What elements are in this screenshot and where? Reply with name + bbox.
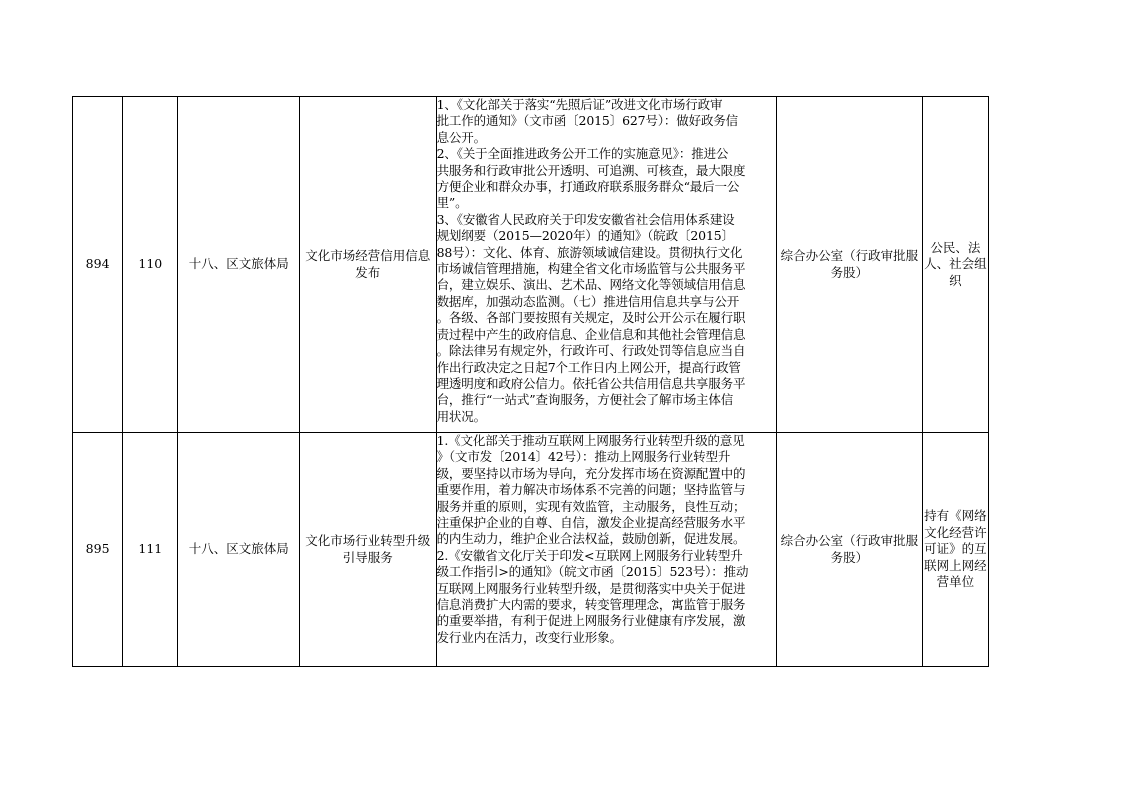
service-item-cell: 文化市场行业转型升级引导服务	[299, 433, 436, 667]
basis-line: 88号）：文化、体育、旅游领域诚信建设。贯彻执行文化	[436, 244, 743, 260]
basis-line: 规划纲要（2015—2020年）的通知》（皖政〔2015〕	[436, 228, 734, 244]
basis-line: 台，建立娱乐、演出、艺术品、网络文化等领域信用信息	[436, 277, 746, 293]
basis-line: 2、《关于全面推进政务公开工作的实施意见》：推进公	[436, 146, 729, 162]
basis-line: 的重要举措，有利于促进上网服务行业健康有序发展，激	[436, 613, 746, 629]
basis-line: 发行业内在活力，改变行业形象。	[436, 629, 622, 645]
basis-line: 台，推行“一站式”查询服务，方便社会了解市场主体信	[436, 392, 734, 408]
basis-line: 重要作用，着力解决市场体系不完善的问题；坚持监管与	[436, 482, 746, 498]
basis-line: 共服务和行政审批公开透明、可追溯、可核查，最大限度	[436, 162, 746, 178]
department-cell: 十八、区文旅体局	[178, 97, 300, 433]
basis-line: 信息消费扩大内需的要求，转变管理理念，寓监管于服务	[436, 597, 746, 613]
basis-line: 。除法律另有规定外，行政许可、行政处罚等信息应当自	[436, 343, 746, 359]
basis-line: 息公开。	[436, 129, 486, 145]
basis-line: 批工作的通知》（文市函〔2015〕627号）：做好政务信	[436, 113, 739, 129]
basis-line: 1.《文化部关于推动互联网上网服务行业转型升级的意见	[436, 433, 745, 448]
basis-line: 服务并重的原则，实现有效监管，主动服务，良性互动；	[436, 498, 746, 514]
table-row	[73, 433, 989, 667]
basis-line: 方便企业和群众办事，打通政府联系服务群众“最后一公	[436, 179, 740, 195]
legal-basis-cell	[436, 433, 776, 667]
basis-line: 级工作指引>的通知》（皖文市函〔2015〕523号）：推动	[436, 564, 749, 580]
basis-line: 作出行政决定之日起7个工作日内上网公开，提高行政管	[436, 359, 741, 375]
basis-line: 市场诚信管理措施，构建全省文化市场监管与公共服务平	[436, 261, 746, 277]
responsible-office-cell: 综合办公室（行政审批服务股）	[777, 433, 923, 667]
seq-cell: 895	[73, 433, 123, 667]
basis-line: 2.《安徽省文化厅关于印发<互联网上网服务行业转型升	[436, 547, 743, 563]
basis-line: 注重保护企业的自尊、自信，激发企业提高经营服务水平	[436, 515, 746, 531]
service-target-cell: 公民、法人、社会组织	[922, 97, 988, 433]
basis-line: 里”。	[436, 195, 468, 211]
responsible-office-cell: 综合办公室（行政审批服务股）	[777, 97, 923, 433]
basis-line: 数据库，加强动态监测。（七）推进信用信息共享与公开	[436, 293, 740, 309]
basis-line: 3、《安徽省人民政府关于印发安徽省社会信用体系建设	[436, 211, 735, 227]
basis-line: 互联网上网服务行业转型升级，是贯彻落实中央关于促进	[436, 580, 746, 596]
item-number-cell: 110	[123, 97, 178, 433]
basis-line: 。各级、各部门要按照有关规定，及时公开公示在履行职	[436, 310, 746, 326]
basis-line: 》（文市发〔2014〕42号）：推动上网服务行业转型升	[436, 449, 731, 465]
basis-line: 1、《文化部关于落实“先照后证”改进文化市场行政审	[436, 97, 723, 112]
service-target-cell: 持有《网络文化经营许可证》的互联网上网经营单位	[922, 433, 988, 667]
basis-line: 理透明度和政府公信力。依托省公共信用信息共享服务平	[436, 375, 746, 391]
table-row	[73, 97, 989, 433]
department-cell: 十八、区文旅体局	[178, 433, 300, 667]
item-number-cell: 111	[123, 433, 178, 667]
basis-line: 用状况。	[436, 408, 486, 424]
basis-line: 级，要坚持以市场为导向，充分发挥市场在资源配置中的	[436, 465, 746, 481]
service-item-cell: 文化市场经营信用信息发布	[299, 97, 436, 433]
basis-line: 责过程中产生的政府信息、企业信息和其他社会管理信息	[436, 326, 746, 342]
legal-basis-cell	[436, 97, 776, 433]
service-items-table	[72, 96, 989, 667]
seq-cell: 894	[73, 97, 123, 433]
basis-line: 的内生动力，维护企业合法权益，鼓励创新，促进发展。	[436, 531, 746, 547]
